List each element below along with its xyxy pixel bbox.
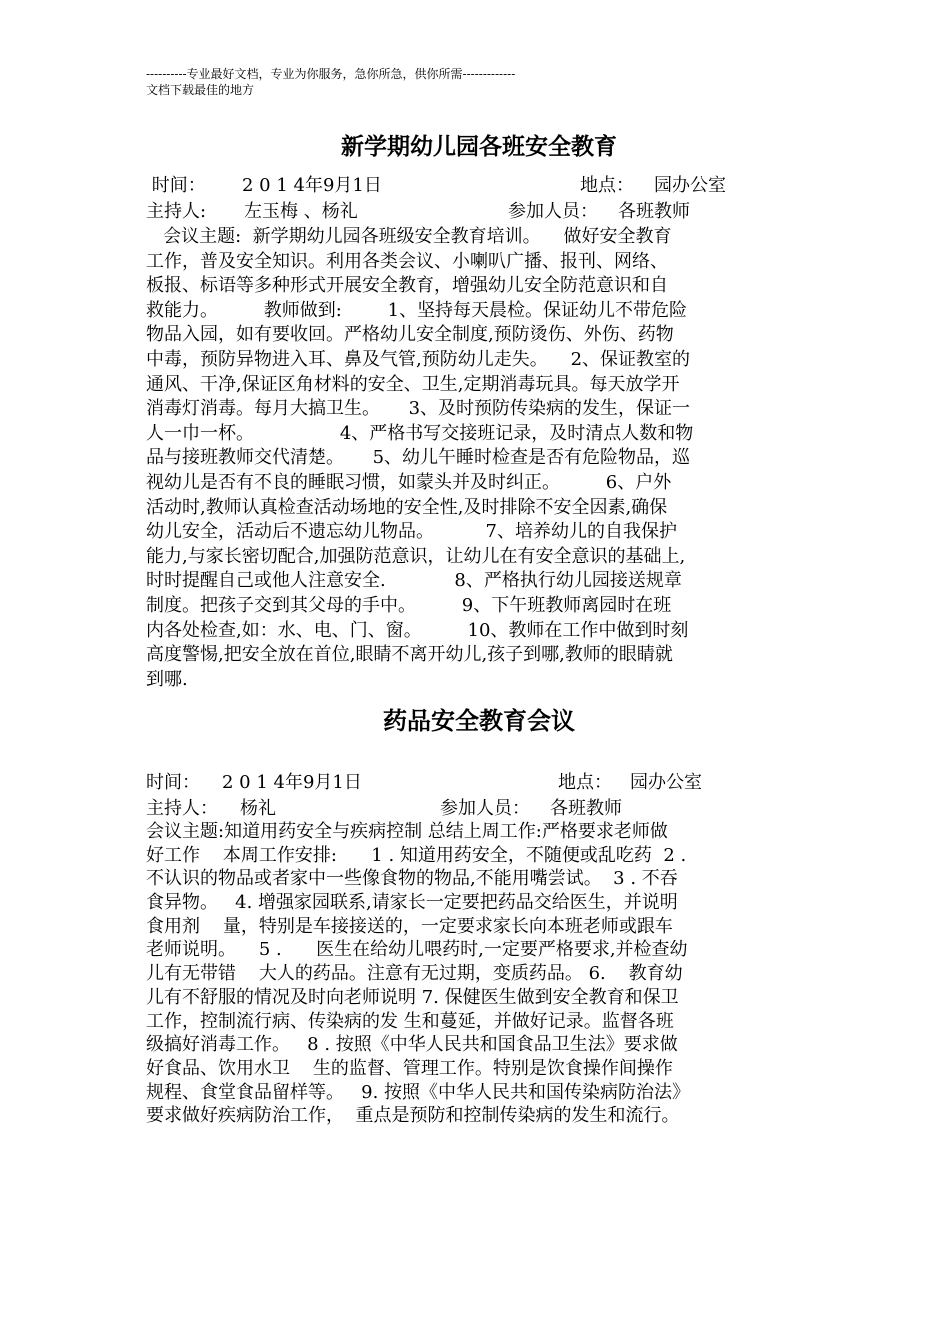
- host-value: 左玉梅 、杨礼: [244, 201, 358, 222]
- header-subtitle: 文档下载最佳的地方: [146, 83, 255, 97]
- body-line: 到哪.: [146, 668, 188, 690]
- meeting-2-body: [146, 820, 812, 1128]
- participants-value: 各班教师: [550, 798, 622, 819]
- body-line: 级搞好消毒工作。 8 . 按照《中华人民共和国食品卫生法》要求做: [146, 1034, 678, 1056]
- body-line: 内各处检查,如：水、电、门、窗。 10、教师在工作中做到时刻: [146, 619, 689, 641]
- place-label: 地点：: [558, 772, 612, 793]
- body-line: 儿有不舒服的情况及时向老师说明 7. 保健医生做到安全教育和保卫: [146, 986, 679, 1008]
- body-line: 好工作 本周工作安排: 1 . 知道用药安全，不随便或乱吃药 2 .: [146, 844, 687, 866]
- body-line: 视幼儿是否有不良的睡眠习惯，如蒙头并及时纠正。 6、户外: [146, 471, 672, 493]
- host-label: 主持人：: [146, 798, 218, 819]
- time-label: 时间：: [146, 772, 200, 793]
- body-line: 活动时,教师认真检查活动场地的安全性,及时排除不安全因素,确保: [146, 496, 668, 518]
- body-line: 会议主题: 新学期幼儿园各班级安全教育培训。 做好安全教育: [146, 226, 672, 247]
- body-line: 时时提醒自己或他人注意安全. 8、严格执行幼儿园接送规章: [146, 570, 682, 592]
- meeting-1-title: 新学期幼儿园各班安全教育: [341, 133, 617, 160]
- time-label: 时间：: [146, 175, 206, 196]
- place-value: 园办公室: [654, 175, 726, 196]
- body-line: 中毒，预防异物进入耳、鼻及气管,预防幼儿走失。 2、保证教室的: [146, 348, 691, 370]
- time-value: 2 0 1 4年9月1日: [222, 772, 362, 793]
- body-line: 老师说明。 5 . 医生在给幼儿喂药时,一定要严格要求,并检查幼: [146, 939, 688, 961]
- body-line: 工作，普及安全知识。利用各类会议、小喇叭广播、报刊、网络、: [146, 250, 668, 272]
- place-label: 地点：: [580, 175, 634, 196]
- participants-value: 各班教师: [618, 201, 690, 222]
- body-line: 高度警惕,把安全放在首位,眼睛不离开幼儿,孩子到哪,教师的眼睛就: [146, 644, 673, 666]
- body-line: 消毒灯消毒。每月大搞卫生。 3、及时预防传染病的发生，保证一: [146, 398, 691, 420]
- body-line: 会议主题:知道用药安全与疾病控制 总结上周工作:严格要求老师做: [146, 821, 668, 842]
- meeting-2-title: 药品安全教育会议: [383, 706, 575, 735]
- body-line: 能力,与家长密切配合,加强防范意识，让幼儿在有安全意识的基础上,: [146, 545, 686, 567]
- body-line: 制度。把孩子交到其父母的手中。 9、下午班教师离园时在班: [146, 594, 672, 616]
- host-label: 主持人:: [146, 201, 207, 222]
- body-line: 食用剂 量，特别是车接接送的，一定要求家长向本班老师或跟车: [146, 915, 673, 937]
- meeting-1-section: [146, 132, 812, 162]
- body-line: 品与接班教师交代清楚。 5、幼儿午睡时检查是否有危险物品，巡: [146, 447, 691, 469]
- header-slogan: ----------专业最好文档，专业为你服务，急你所急，供你所需-------------: [146, 67, 516, 81]
- body-line: 工作，控制流行病、传染病的发 生和蔓延，并做好记录。监督各班: [146, 1010, 674, 1032]
- host-value: 杨礼: [240, 798, 276, 819]
- time-value: 2 0 1 4年9月1日: [242, 175, 382, 196]
- body-line: 物品入园，如有要收回。严格幼儿安全制度,预防烫伤、外伤、药物: [146, 324, 674, 346]
- body-line: 不认识的物品或者家中一些像食物的物品,不能用嘴尝试。 3 . 不吞: [146, 868, 678, 890]
- meeting-1-body: [146, 225, 812, 692]
- body-line: 人一巾一杯。 4、严格书写交接班记录，及时清点人数和物: [146, 422, 694, 444]
- body-line: 救能力。 教师做到: 1、坚持每天晨检。保证幼儿不带危险: [146, 299, 688, 321]
- body-line: 板报、标语等多种形式开展安全教育，增强幼儿安全防范意识和自: [146, 275, 668, 297]
- body-line: 食异物。 4. 增强家园联系,请家长一定要把药品交给医生，并说明: [146, 892, 678, 914]
- place-value: 园办公室: [630, 772, 702, 793]
- body-line: 儿有无带错 大人的药品。注意有无过期，变质药品。 6. 教育幼: [146, 963, 683, 985]
- participants-label: 参加人员：: [508, 201, 598, 222]
- body-line: 规程、食堂食品留样等。 9. 按照《中华人民共和国传染病防治法》: [146, 1081, 691, 1103]
- participants-label: 参加人员：: [440, 798, 530, 819]
- body-line: 幼儿安全，活动后不遗忘幼儿物品。 7、培养幼儿的自我保护: [146, 521, 677, 543]
- document-header: [146, 66, 515, 98]
- body-line: 通风、干净,保证区角材料的安全、卫生,定期消毒玩具。每天放学开: [146, 373, 680, 395]
- body-line: 好食品、饮用水卫 生的监督、管理工作。特别是饮食操作间操作: [146, 1057, 673, 1079]
- body-line: 要求做好疾病防治工作， 重点是预防和控制传染病的发生和流行。: [146, 1105, 680, 1127]
- meeting-2-section: [146, 706, 812, 736]
